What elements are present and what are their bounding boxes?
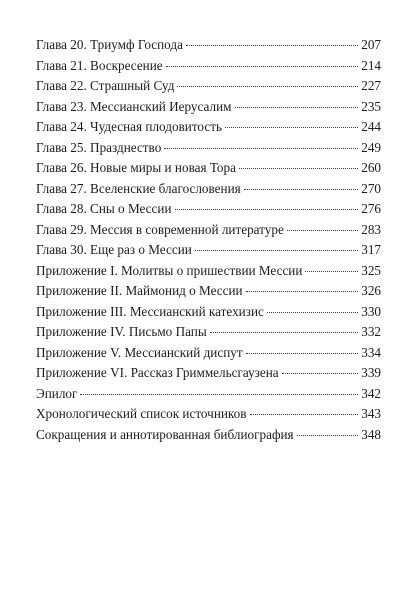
toc-entry-title: Приложение V. Мессианский диспут xyxy=(36,344,243,360)
toc-entry xyxy=(36,322,381,343)
toc-entry-title: Хронологический список источников xyxy=(36,406,247,421)
toc-entry xyxy=(36,158,381,179)
toc-entry xyxy=(36,138,381,159)
dot-leader xyxy=(246,353,359,354)
toc-entry-title: Приложение VI. Рассказ Гриммельсгаузена xyxy=(36,365,279,380)
toc-entry xyxy=(36,384,381,405)
toc-entry-page: 343 xyxy=(361,406,381,421)
toc-entry-title: Глава 25. Празднество xyxy=(36,139,162,155)
toc-entry-page: 276 xyxy=(361,201,381,216)
toc-entry-page: 249 xyxy=(361,139,381,155)
toc-entry xyxy=(36,97,381,118)
toc-entry-title: Глава 27. Вселенские благословения xyxy=(36,180,241,196)
toc-entry-page: 235 xyxy=(361,98,381,114)
toc-entry-page: 227 xyxy=(361,78,381,93)
dot-leader xyxy=(210,332,359,333)
toc-entry-title: Сокращения и аннотированная библиография xyxy=(36,426,294,442)
dot-leader xyxy=(305,271,358,272)
toc-entry-page: 214 xyxy=(361,57,381,73)
dot-leader xyxy=(250,414,359,415)
toc-entry-page: 283 xyxy=(361,221,381,237)
toc-entry-page: 325 xyxy=(361,262,381,278)
toc-entry-title: Глава 23. Мессианский Иерусалим xyxy=(36,98,232,114)
dot-leader xyxy=(267,312,358,313)
toc-entry-page: 332 xyxy=(361,324,381,339)
dot-leader xyxy=(225,127,358,128)
dot-leader xyxy=(297,435,359,436)
toc-entry xyxy=(36,179,381,200)
toc-entry xyxy=(36,220,381,241)
dot-leader xyxy=(246,291,359,292)
toc-entry-title: Приложение IV. Письмо Папы xyxy=(36,324,207,339)
toc-entry-page: 330 xyxy=(361,303,381,319)
dot-leader xyxy=(186,45,358,46)
dot-leader xyxy=(175,209,359,210)
toc-entry xyxy=(36,199,381,220)
dot-leader xyxy=(195,250,358,251)
toc-entry-page: 317 xyxy=(361,242,381,257)
toc-entry-title: Глава 24. Чудесная плодовитость xyxy=(36,119,222,134)
toc-entry xyxy=(36,261,381,282)
toc-entry-page: 326 xyxy=(361,283,381,298)
toc-entry xyxy=(36,56,381,77)
toc-entry xyxy=(36,363,381,384)
toc-entry xyxy=(36,76,381,97)
toc-entry-title: Глава 21. Воскресение xyxy=(36,57,163,73)
dot-leader xyxy=(239,168,358,169)
toc-entry-title: Глава 20. Триумф Господа xyxy=(36,37,183,52)
toc-entry xyxy=(36,404,381,425)
dot-leader xyxy=(282,373,359,374)
dot-leader xyxy=(287,230,358,231)
toc-entry-page: 339 xyxy=(361,365,381,380)
dot-leader xyxy=(244,189,359,190)
toc-entry-page: 260 xyxy=(361,160,381,175)
dot-leader xyxy=(235,107,359,108)
toc-entry-page: 334 xyxy=(361,344,381,360)
toc-entry xyxy=(36,240,381,261)
toc-entry-title: Глава 30. Еще раз о Мессии xyxy=(36,242,192,257)
toc-entry-title: Приложение I. Молитвы о пришествии Мессии xyxy=(36,262,303,278)
toc-entry-page: 342 xyxy=(361,385,381,401)
dot-leader xyxy=(177,86,358,87)
toc-entry-title: Приложение III. Мессианский катехизис xyxy=(36,303,264,319)
dot-leader xyxy=(164,148,358,149)
toc-entry-title: Глава 29. Мессия в современной литературе xyxy=(36,221,284,237)
table-of-contents xyxy=(36,35,381,445)
toc-entry-page: 207 xyxy=(361,37,381,52)
toc-entry-title: Глава 26. Новые миры и новая Тора xyxy=(36,160,236,175)
toc-entry-title: Эпилог xyxy=(36,385,78,401)
toc-entry xyxy=(36,35,381,56)
toc-entry-page: 348 xyxy=(361,426,381,442)
toc-entry xyxy=(36,117,381,138)
toc-entry-page: 244 xyxy=(361,119,381,134)
toc-entry xyxy=(36,281,381,302)
toc-entry-title: Глава 22. Страшный Суд xyxy=(36,78,175,93)
dot-leader xyxy=(80,394,358,395)
toc-entry xyxy=(36,302,381,323)
toc-entry xyxy=(36,343,381,364)
toc-entry xyxy=(36,425,381,446)
toc-entry-title: Приложение II. Маймонид о Мессии xyxy=(36,283,243,298)
dot-leader xyxy=(166,66,359,67)
toc-entry-page: 270 xyxy=(361,180,381,196)
toc-entry-title: Глава 28. Сны о Мессии xyxy=(36,201,172,216)
